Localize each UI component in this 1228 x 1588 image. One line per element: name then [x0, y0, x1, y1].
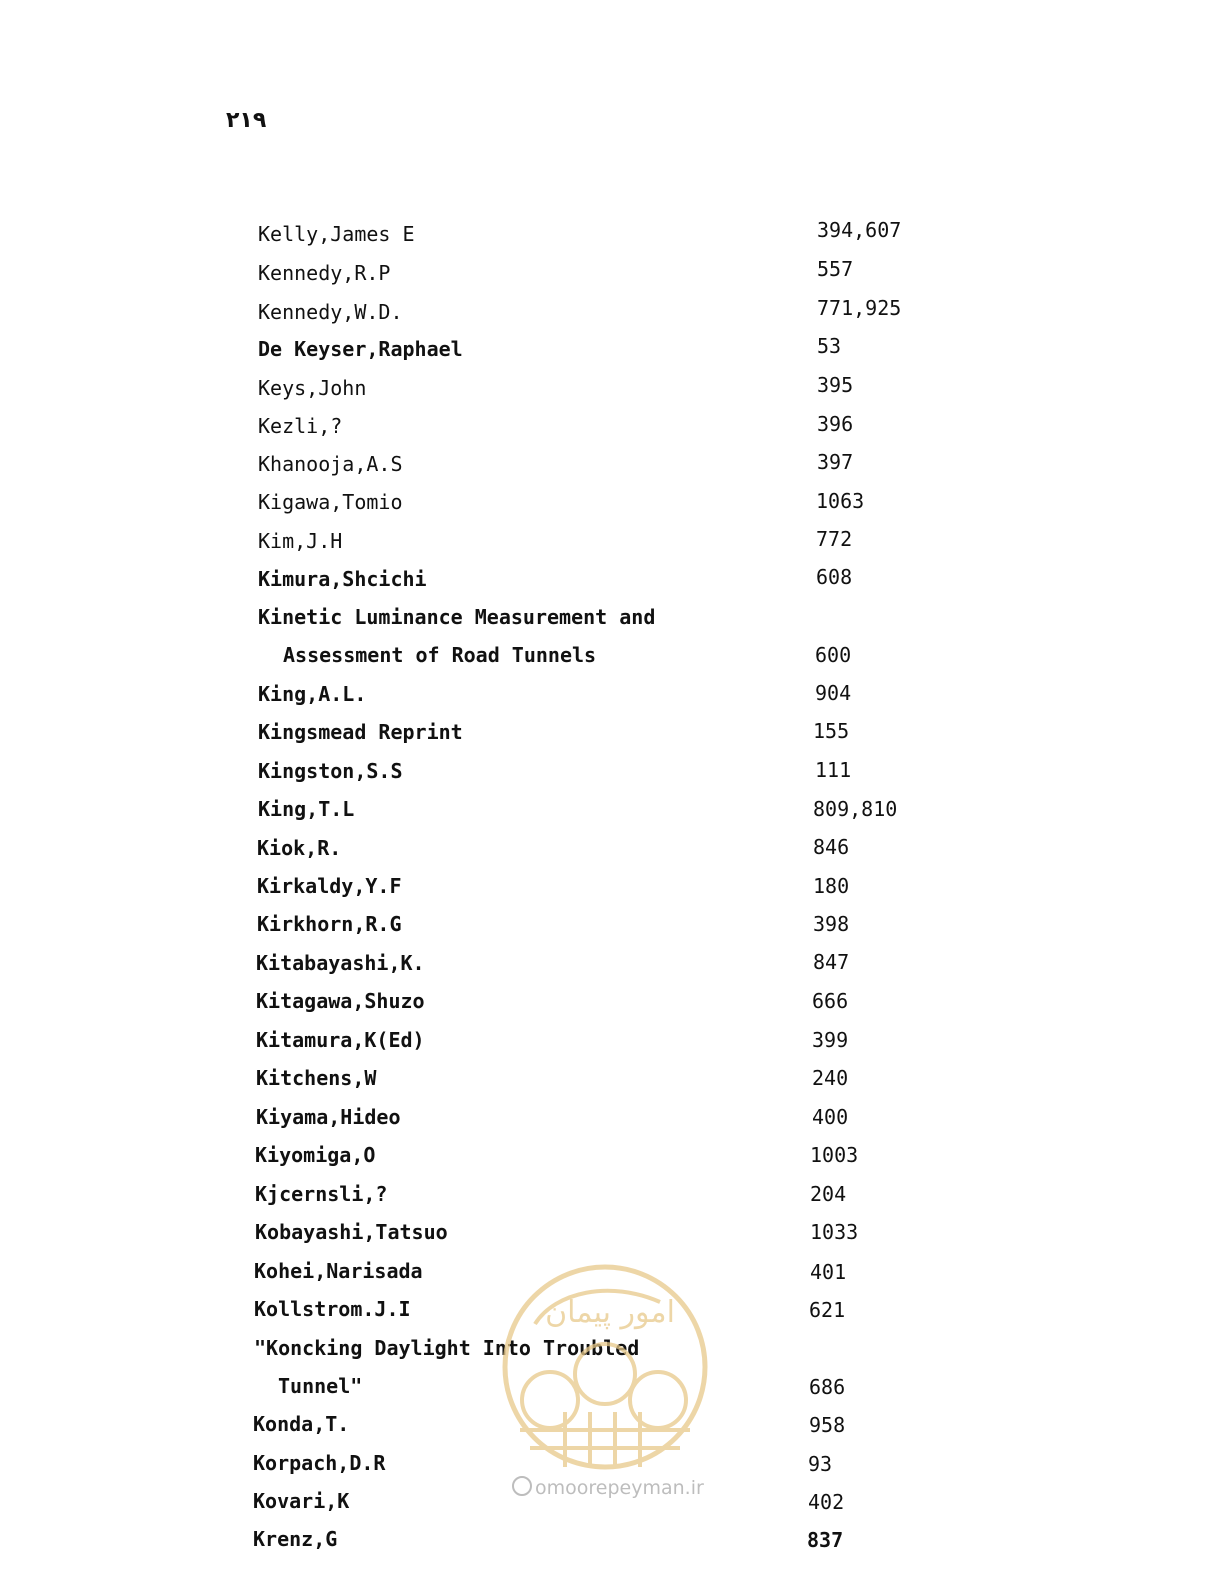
entry-name: King,T.L [258, 797, 355, 821]
entry-name: Kjcernsli,? [255, 1182, 388, 1206]
entry-name: Kovari,K [253, 1489, 350, 1513]
entry-name: Kohei,Narisada [254, 1259, 423, 1283]
entry-pages: 1003 [810, 1143, 859, 1167]
page-number: ۲۱۹ [226, 108, 267, 133]
entry-pages: 397 [817, 450, 854, 474]
entry-pages: 621 [809, 1298, 846, 1322]
entry-pages: 53 [817, 334, 842, 358]
entry-pages: 155 [813, 719, 850, 743]
entry-name: Korpach,D.R [253, 1451, 386, 1475]
entry-pages: 772 [816, 527, 853, 551]
globe-icon [512, 1476, 532, 1496]
entry-name: Konda,T. [253, 1412, 350, 1436]
entry-name: Kelly,James E [258, 222, 415, 246]
entry-name: Kitabayashi,K. [256, 951, 425, 975]
entry-name: Tunnel" [278, 1374, 363, 1398]
entry-name: Kennedy,W.D. [258, 300, 403, 324]
entry-pages: 837 [807, 1528, 844, 1552]
entry-pages: 771,925 [817, 296, 902, 320]
entry-pages: 904 [815, 681, 852, 705]
watermark-logo-script: امور پیمان [545, 1295, 675, 1330]
entry-name: Kobayashi,Tatsuo [255, 1220, 448, 1244]
entry-name: Kiyomiga,O [255, 1143, 376, 1167]
entry-pages: 1063 [816, 489, 865, 513]
entry-pages: 401 [810, 1260, 847, 1284]
entry-pages: 394,607 [817, 218, 902, 242]
entry-pages: 93 [808, 1452, 833, 1476]
entry-pages: 240 [812, 1066, 849, 1090]
entry-pages: 400 [812, 1105, 849, 1129]
entry-pages: 557 [817, 257, 854, 281]
entry-pages: 180 [813, 874, 850, 898]
entry-name: Keys,John [258, 376, 367, 400]
entry-pages: 600 [815, 643, 852, 667]
entry-name: Kitchens,W [256, 1066, 377, 1090]
entry-pages: 686 [809, 1375, 846, 1399]
entry-name: Kiyama,Hideo [256, 1105, 401, 1129]
watermark-logo [500, 1262, 710, 1472]
entry-pages: 396 [817, 412, 854, 436]
entry-name: Kirkhorn,R.G [257, 912, 402, 936]
entry-pages: 402 [808, 1490, 845, 1514]
entry-name: Kingsmead Reprint [258, 720, 463, 744]
entry-name: King,A.L. [258, 682, 367, 706]
entry-name: "Koncking Daylight Into Troubled [254, 1336, 640, 1360]
entry-name: Assessment of Road Tunnels [283, 643, 597, 667]
entry-pages: 399 [812, 1028, 849, 1052]
entry-pages: 111 [815, 758, 852, 782]
entry-pages: 204 [810, 1182, 847, 1206]
entry-name: Khanooja,A.S [258, 452, 403, 476]
entry-pages: 847 [813, 950, 850, 974]
entry-name: Kitamura,K(Ed) [256, 1028, 425, 1052]
watermark-text [512, 1476, 704, 1499]
entry-pages: 846 [813, 835, 850, 859]
entry-pages: 958 [809, 1413, 846, 1437]
entry-name: Kigawa,Tomio [258, 490, 403, 514]
entry-pages: 398 [813, 912, 850, 936]
entry-name: Kinetic Luminance Measurement and [258, 605, 656, 629]
watermark-url: omoorepeyman.ir [535, 1477, 704, 1499]
entry-name: Krenz,G [253, 1527, 338, 1551]
entry-name: De Keyser,Raphael [258, 337, 463, 361]
entry-name: Kezli,? [258, 414, 343, 438]
entry-name: Kollstrom.J.I [254, 1297, 411, 1321]
entry-pages: 666 [812, 989, 849, 1013]
entry-pages: 809,810 [813, 797, 898, 821]
entry-name: Kingston,S.S [258, 759, 403, 783]
entry-name: Kitagawa,Shuzo [256, 989, 425, 1013]
entry-name: Kim,J.H [258, 529, 343, 553]
entry-name: Kiok,R. [257, 836, 342, 860]
entry-name: Kimura,Shcichi [258, 567, 427, 591]
entry-name: Kirkaldy,Y.F [257, 874, 402, 898]
entry-pages: 608 [816, 565, 853, 589]
entry-pages: 1033 [810, 1220, 859, 1244]
entry-name: Kennedy,R.P [258, 261, 391, 285]
entry-pages: 395 [817, 373, 854, 397]
